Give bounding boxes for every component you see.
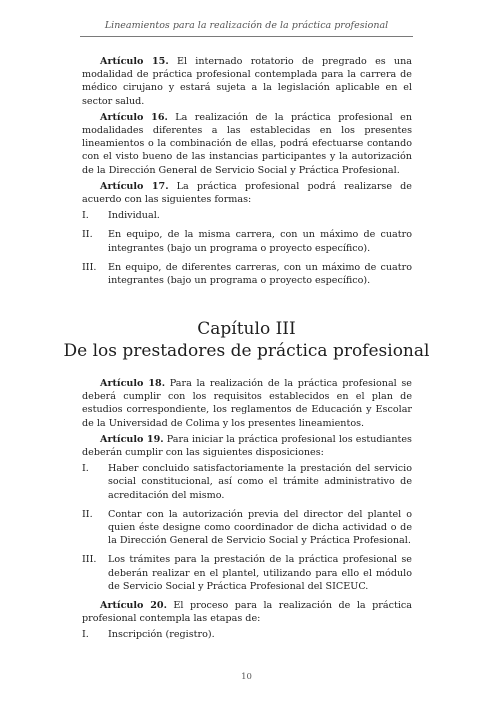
chapter-heading <box>0 318 493 362</box>
articles-15-17 <box>82 55 412 293</box>
articles-18-20 <box>82 377 412 648</box>
article-20-list <box>82 628 412 641</box>
list-item-number: I. <box>82 629 89 641</box>
list-item-number: III. <box>82 261 97 273</box>
list-item-number: III. <box>82 554 97 566</box>
chapter-number: Capítulo III <box>197 319 296 339</box>
article-17 <box>82 180 412 206</box>
article-20-label: Artículo 20. <box>100 600 167 612</box>
article-15-label: Artículo 15. <box>100 56 169 67</box>
list-item <box>82 508 412 548</box>
list-item-number: I. <box>82 210 89 222</box>
article-18-label: Artículo 18. <box>100 378 166 389</box>
list-item-text: Los trámites para la prestación de la práctica profesional se deberán realizar en el plantel, utilizando para ello el módulo de Servicio Social y Práctica Profesional del SICEUC. <box>108 554 412 592</box>
article-19 <box>82 433 412 459</box>
article-18 <box>82 377 412 430</box>
list-item-text: En equipo, de diferentes carreras, con un máximo de cuatro integrantes (bajo un programa o proyecto específico). <box>108 261 412 287</box>
list-item-text: Haber concluido satisfactoriamente la prestación del servicio social constitucional, así como el trámite administrativo de acreditación del mismo. <box>108 463 412 501</box>
article-15-text: El internado rotatorio de pregrado es una modalidad de práctica profesional contemplada para la carrera de médico cirujano y estará sujeta a la legislación aplicable en el sector salud. <box>82 56 413 107</box>
list-item <box>82 628 412 641</box>
article-19-list <box>82 462 412 593</box>
list-item-number: II. <box>82 508 93 520</box>
list-item <box>82 261 412 287</box>
article-15 <box>82 55 412 108</box>
list-item-number: II. <box>82 229 93 241</box>
article-16-label: Artículo 16. <box>100 111 168 123</box>
article-17-list <box>82 209 412 287</box>
list-item-text: Inscripción (registro). <box>108 629 215 641</box>
list-item <box>82 462 412 502</box>
article-19-label: Artículo 19. <box>100 433 164 445</box>
list-item <box>82 228 412 254</box>
list-item-text: Individual. <box>108 210 160 222</box>
article-19-text: Para iniciar la práctica profesional los estudiantes deberán cumplir con las siguientes disposiciones: <box>82 433 412 459</box>
article-16 <box>82 111 412 177</box>
chapter-title: De los prestadores de práctica profesional <box>63 341 430 361</box>
header-divider <box>80 36 413 37</box>
article-20 <box>82 599 412 625</box>
article-17-label: Artículo 17. <box>100 180 169 192</box>
running-header: Lineamientos para la realización de la práctica profesional <box>104 20 389 31</box>
list-item <box>82 553 412 593</box>
list-item-text: En equipo, de la misma carrera, con un máximo de cuatro integrantes (bajo un programa o proyecto específico). <box>108 229 412 254</box>
list-item-text: Contar con la autorización previa del director del plantel o quien éste designe como coordinador de dicha actividad o de la Dirección General de Servicio Social y Práctica Profesional. <box>108 508 412 547</box>
page-number: 10 <box>241 672 252 682</box>
article-18-text: Para la realización de la práctica profesional se deberá cumplir con los requisitos establecidos en el plan de estudios correspondiente, los reglamentos de Educación y Escolar de la Universidad de Colima y los presentes lineamientos. <box>82 378 412 429</box>
article-20-text: El proceso para la realización de la práctica profesional contempla las etapas de: <box>82 600 412 625</box>
article-16-text: La realización de la práctica profesional en modalidades diferentes a las establecidas en los presentes lineamientos o la combinación de ellas, podrá efectuarse contando con el visto bueno de las instancias participantes y la autorización de la Dirección General de Servicio Social y Práctica Profesional. <box>82 111 413 176</box>
list-item <box>82 209 412 222</box>
article-17-text: La práctica profesional podrá realizarse de acuerdo con las siguientes formas: <box>82 180 412 206</box>
list-item-number: I. <box>82 463 89 475</box>
